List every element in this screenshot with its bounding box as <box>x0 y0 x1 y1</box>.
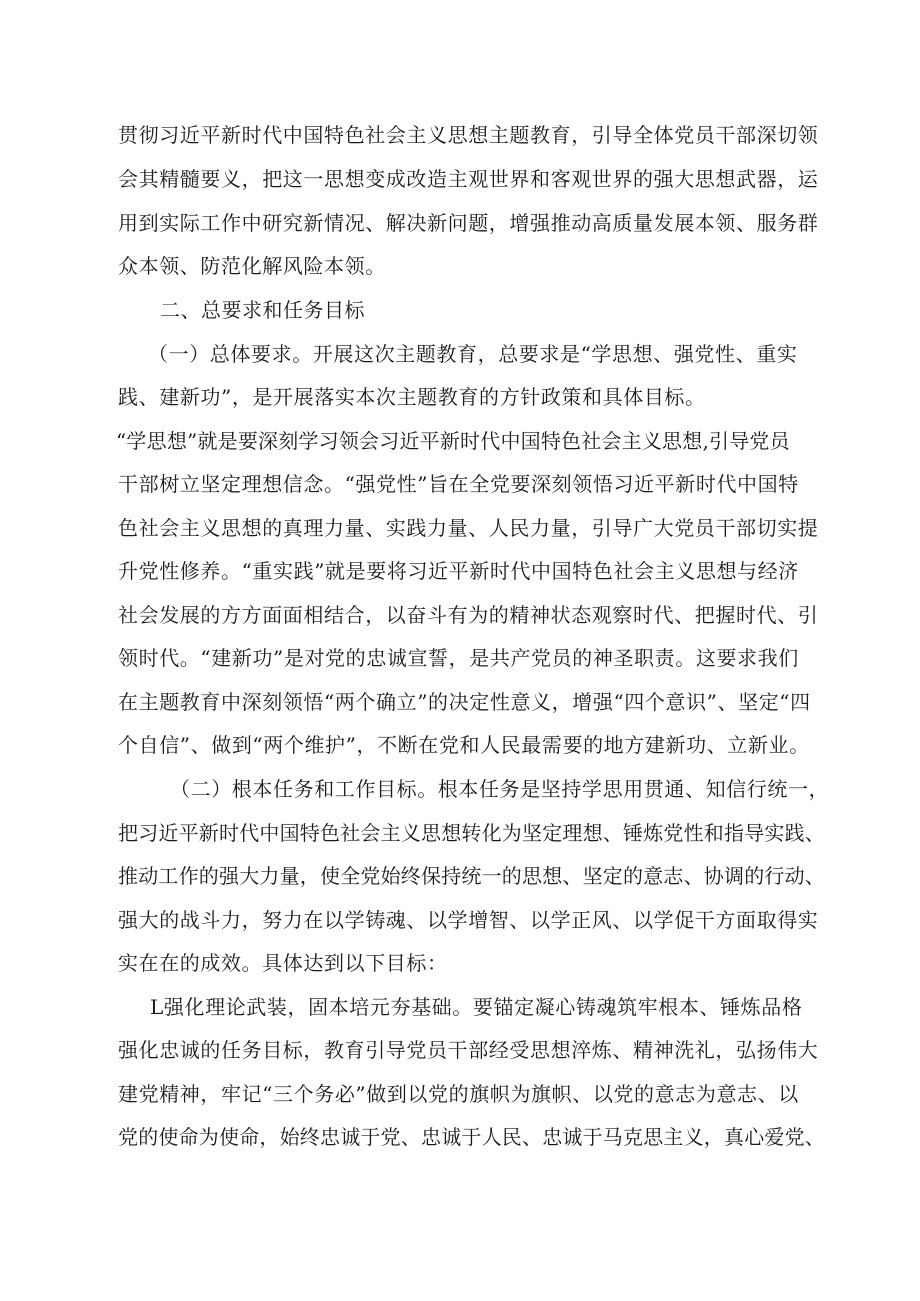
paragraph-line: 把习近平新时代中国特色社会主义思想转化为坚定理想、锤炼党性和指导实践、 <box>118 821 825 845</box>
paragraph-line: 实在在的成效。具体达到以下目标： <box>118 951 448 975</box>
paragraph-line: 在主题教育中深刻领悟“两个确立”的决定性意义，增强“四个意识”、坚定“四 <box>118 690 811 714</box>
paragraph-line: “学思想”就是要深刻学习领会习近平新时代中国特色社会主义思想,引导党员 <box>116 429 790 453</box>
paragraph-line: 推动工作的强大力量，使全党始终保持统一的思想、坚定的意志、协调的行动、 <box>118 864 825 888</box>
paragraph-line: 社会发展的方方面面相结合，以奋斗有为的精神状态观察时代、把握时代、引 <box>118 603 819 627</box>
paragraph-line: 党的使命为使命，始终忠诚于党、忠诚于人民、忠诚于马克思主义，真心爱党、 <box>118 1125 825 1149</box>
paragraph-line: （一）总体要求。开展这次主题教育，总要求是“学思想、强党性、重实 <box>148 342 798 366</box>
paragraph-line: 用到实际工作中研究新情况、解决新问题，增强推动高质量发展本领、服务群 <box>118 211 819 235</box>
paragraph-line: 建党精神，牢记“三个务必”做到以党的旗帜为旗帜、以党的意志为意志、以 <box>118 1082 799 1106</box>
paragraph-line: 贯彻习近平新时代中国特色社会主义思想主题教育，引导全体党员干部深切领 <box>118 123 819 147</box>
paragraph-line: 强大的战斗力，努力在以学铸魂、以学增智、以学正风、以学促干方面取得实 <box>118 908 819 932</box>
paragraph-line: 干部树立坚定理想信念。“强党性”旨在全党要深刻领悟习近平新时代中国特 <box>118 472 799 496</box>
paragraph-line: 践、建新功”，是开展落实本次主题教育的方针政策和具体目标。 <box>118 385 706 409</box>
paragraph-line: 领时代。“建新功”是对党的忠诚宣誓，是共产党员的神圣职责。这要求我们 <box>118 646 799 670</box>
paragraph-line: 强化忠诚的任务目标，教育引导党员干部经受思想淬炼、精神洗礼，弘扬伟大 <box>118 1038 819 1062</box>
section-heading: 二、总要求和任务目标 <box>160 298 365 322</box>
paragraph-line: L强化理论武装，固本培元夯基础。要锚定凝心铸魂筑牢根本、锤炼品格 <box>150 995 803 1019</box>
paragraph-line: 会其精髓要义，把这一思想变成改造主观世界和客观世界的强大思想武器，运 <box>118 167 819 191</box>
paragraph-line: 众本领、防范化解风险本领。 <box>118 254 386 278</box>
paragraph-line: 个自信”、做到“两个维护”，不断在党和人民最需要的地方建新功、立新业。 <box>118 733 810 757</box>
paragraph-line: （二）根本任务和工作目标。根本任务是坚持学思用贯通、知信行统一， <box>170 777 830 801</box>
paragraph-line: 升党性修养。“重实践”就是要将习近平新时代中国特色社会主义思想与经济 <box>118 559 799 583</box>
paragraph-line: 色社会主义思想的真理力量、实践力量、人民力量，引导广大党员干部切实提 <box>118 516 819 540</box>
